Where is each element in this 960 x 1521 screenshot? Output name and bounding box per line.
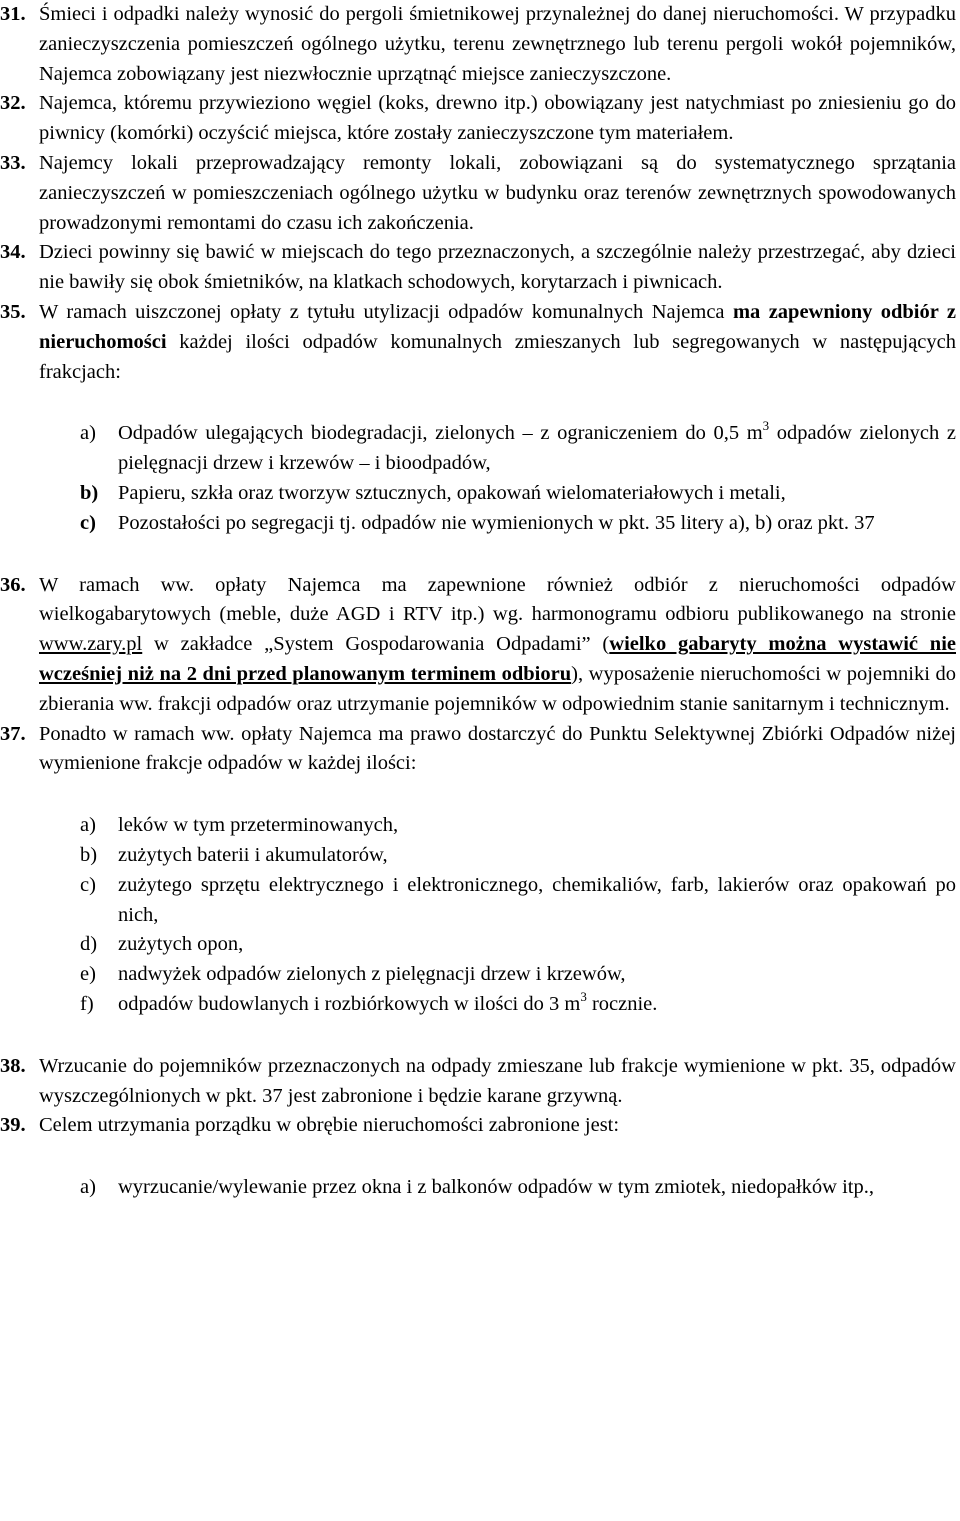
paragraph-number: 33. (0, 151, 26, 174)
paragraph-number: 35. (0, 300, 26, 323)
list-item-text: Papieru, szkła oraz tworzyw sztucznych, opakowań wielomateriałowych i metali, (118, 481, 786, 504)
paragraph-35 (0, 298, 956, 387)
list-item-text: wyrzucanie/wylewanie przez okna i z balkonów odpadów w tym zmiotek, niedopałków itp., (118, 1176, 874, 1199)
paragraph-34 (0, 238, 956, 298)
list-item-text: Pozostałości po segregacji tj. odpadów nie wymienionych w pkt. 35 litery a), b) oraz pkt. 37 (118, 511, 875, 534)
list-item (0, 479, 956, 509)
list-item-label: a) (80, 814, 96, 837)
list-item (0, 509, 956, 539)
paragraph-33 (0, 149, 956, 238)
list-item-label: d) (80, 933, 98, 956)
list-item (0, 811, 956, 841)
list-item-label: a) (80, 422, 96, 445)
list-item-text-continued: odpadów zielonych z pielęgnacji drzew i krzewów – i bioodpadów, (118, 422, 956, 475)
list-item (0, 871, 956, 931)
paragraph-text: Ponadto w ramach ww. opłaty Najemca ma prawo dostarczyć do Punktu Selektywnej Zbiórki Odpadów niżej wymienione frakcje odpadów w każdej ilości: (39, 722, 956, 775)
paragraph-text: W ramach uiszczonej opłaty z tytułu utylizacji odpadów komunalnych Najemca (39, 300, 733, 323)
paragraph-number: 38. (0, 1054, 26, 1077)
list-item (0, 419, 956, 479)
list-item-text: zużytych baterii i akumulatorów, (118, 843, 388, 866)
paragraph-text: Najemcy lokali przeprowadzający remonty lokali, zobowiązani są do systematycznego sprzątania zanieczyszczeń w pomieszczeniach ogólnego użytku w budynku oraz terenów zewnętrznych spowodowanych prowadzonymi remontami do czasu ich zakończenia. (39, 151, 956, 234)
list-item-text: leków w tym przeterminowanych, (118, 814, 399, 837)
list-item-label: a) (80, 1176, 96, 1199)
paragraph-text-continued: w zakładce „System Gospodarowania Odpadami” ( (142, 633, 610, 656)
underlined-notice: wielko gabaryty można wystawić nie wcześniej niż na 2 dni przed planowanym terminem odbioru (39, 633, 956, 685)
paragraph-text: Celem utrzymania porządku w obrębie nieruchomości zabronione jest: (39, 1114, 620, 1137)
paragraph-text: W ramach ww. opłaty Najemca ma zapewnione również odbiór z nieruchomości odpadów wielkogabarytowych (meble, duże AGD i RTV itp.) wg. harmonogramu odbioru publikowanego na stronie (39, 573, 956, 626)
list-item-text: zużytego sprzętu elektrycznego i elektronicznego, chemikaliów, farb, lakierów oraz opakowań po nich, (118, 873, 956, 926)
list-item-text-continued: rocznie. (586, 992, 658, 1015)
paragraph-36 (0, 571, 956, 720)
list-item (0, 960, 956, 990)
paragraph-number: 31. (0, 3, 26, 25)
superscript: 3 (762, 418, 770, 434)
list-item-text: zużytych opon, (118, 933, 244, 956)
paragraph-31 (0, 0, 956, 89)
list-item-label: f) (80, 992, 94, 1015)
list-item-label: c) (80, 873, 96, 896)
paragraph-text-end: ), wyposażenie nieruchomości w pojemniki do zbierania ww. frakcji odpadów oraz utrzymanie pojemników w odpowiednim stanie sanitarnym i technicznym. (39, 662, 956, 715)
paragraph-text-continued: każdej ilości odpadów komunalnych zmieszanych lub segregowanych w następujących frakcjach: (39, 330, 956, 383)
superscript: 3 (580, 988, 587, 1004)
paragraph-text: Śmieci i odpadki należy wynosić do pergoli śmietnikowej przynależnej do danej nieruchomości. W przypadku zanieczyszczenia pomieszczeń ogólnego użytku, terenu zewnętrznego lub terenu pergoli wokół pojemników, Najemca zobowiązany jest niezwłocznie uprzątnąć miejsce zanieczyszczone. (39, 3, 956, 85)
paragraph-number: 39. (0, 1114, 26, 1137)
list-item-label: c) (80, 511, 96, 534)
paragraph-number: 37. (0, 722, 26, 745)
paragraph-text: Dzieci powinny się bawić w miejscach do tego przeznaczonych, a szczególnie należy przestrzegać, aby dzieci nie bawiły się obok śmietników, na klatkach schodowych, korytarzach i piwnicach. (39, 241, 956, 294)
list-item-text: Odpadów ulegających biodegradacji, zielonych – z ograniczeniem do 0,5 m (118, 422, 763, 445)
paragraph-38 (0, 1052, 956, 1112)
paragraph-37 (0, 720, 956, 780)
list-item-label: e) (80, 963, 96, 986)
list-item-label: b) (80, 481, 99, 504)
paragraph-text: Wrzucanie do pojemników przeznaczonych na odpady zmieszane lub frakcje wymienione w pkt. 35, odpadów wyszczególnionych w pkt. 37 jest zabronione i będzie karane grzywną. (39, 1054, 956, 1107)
paragraph-text: Najemca, któremu przywieziono węgiel (koks, drewno itp.) obowiązany jest natychmiast po zniesieniu go do piwnicy (komórki) oczyścić miejsca, które zostały zanieczyszczone tym materiałem. (39, 92, 956, 145)
paragraph-39 (0, 1111, 956, 1141)
list-item-text: odpadów budowlanych i rozbiórkowych w ilości do 3 m (118, 992, 581, 1015)
paragraph-32 (0, 89, 956, 149)
list-item (0, 1173, 956, 1203)
paragraph-number: 32. (0, 92, 26, 115)
list-item-text: nadwyżek odpadów zielonych z pielęgnacji drzew i krzewów, (118, 963, 626, 986)
paragraph-number: 34. (0, 241, 26, 264)
website-link[interactable]: www.zary.pl (39, 633, 143, 656)
list-item (0, 990, 956, 1020)
list-item (0, 930, 956, 960)
list-item-label: b) (80, 843, 98, 866)
paragraph-emphasis: ma zapewniony odbiór z nieruchomości (39, 300, 956, 353)
paragraph-number: 36. (0, 573, 26, 596)
list-item (0, 841, 956, 871)
